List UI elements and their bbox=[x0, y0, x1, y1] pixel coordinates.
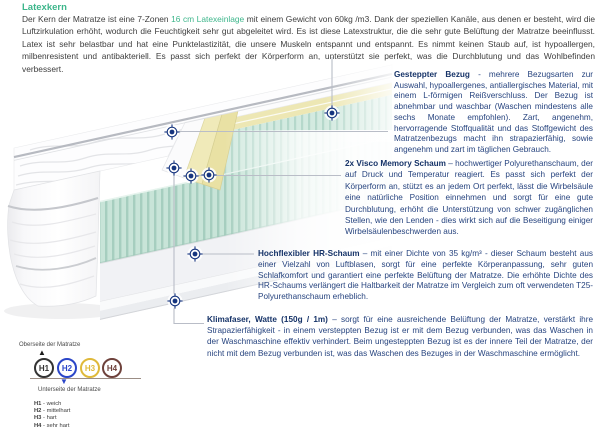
feature-title: Klimafaser, Watte (150g / 1m) bbox=[207, 315, 328, 324]
top-side-label: Oberseite der Matratze bbox=[19, 342, 81, 348]
hardness-scale bbox=[16, 342, 146, 432]
intro-highlight: 16 cm Latexeinlage bbox=[171, 14, 245, 24]
bottom-side-label: Unterseite der Matratze bbox=[38, 387, 101, 393]
selected-hardness-arrow-icon: ▼ bbox=[60, 377, 68, 386]
feature-title: 2x Visco Memory Schaum bbox=[345, 159, 446, 168]
legend-row-h3: H3 - hart bbox=[34, 415, 57, 422]
cover-drape bbox=[8, 171, 100, 306]
legend-row-h1: H1 - weich bbox=[34, 401, 62, 407]
intro-paragraph bbox=[22, 13, 595, 75]
feature-body: – mit einer Dichte von 35 kg/m³ - dieser Schaum besteht aus einer Vielzahl von Luftblasen, sorgt für eine perfekte Körperanpassung, sehr guten Schlafkomfort und garantiert eine perfekte Belüftung der Matratze. Die erhöhte Dichte des HR-Schaums verlängert die Haltbarkeit der Matratze im Vergleich zum oft verwendeten T25-Polyurethanschaum erheblich. bbox=[258, 249, 593, 302]
feature-title: Hochflexibler HR-Schaum bbox=[258, 249, 360, 258]
hardness-option-h2-selected[interactable]: H2 bbox=[57, 358, 77, 378]
feature-body: - mehrere Bezugsarten zur Auswahl, hypoallergenes, antiallergisches Material, mit einem L-förmigen Reißverschluss. Der Bezug ist abnehmbar und waschbar (Waschen mindestens alle sechs Monate empfohlen). Zart, angenehm, hervorragende Stoffqualität und das Stoffgewicht des Matratzenbezugs macht ihn strapazierfähig, sowie angenehm und zart im täglichen Gebrauch. bbox=[394, 70, 594, 154]
intro-text-after: mit einem Gewicht von 60kg /m3. Dank der speziellen Kanäle, aus denen er besteht, wird die Luftzirkulation erhöht, wodurch die Feuchtigkeit sehr gut abgeleitet wird. Es ist diese Latexstruktur, die die sehr gute Belüftung der Matratze beeinflusst. Latex ist sehr belastbar und hat eine Punktelastizität, die unsere Muskeln entspannt und entspannt. Es nimmt keinen Staub auf, ist hypoallergen, milbenresistent und antibakteriell. Es passt sich perfekt der Körperform an, unterstützt sie perfekt, was die Durchblutung und das Wohlbefinden verbessert. bbox=[22, 14, 595, 74]
feature-gesteppter-bezug bbox=[394, 70, 593, 156]
hardness-option-h1[interactable]: H1 bbox=[34, 358, 54, 378]
feature-title: Gesteppter Bezug bbox=[394, 70, 470, 79]
hardness-legend bbox=[34, 401, 70, 430]
feature-visco-memory-schaum bbox=[345, 158, 593, 238]
top-side-arrow-icon: ▲ bbox=[38, 348, 46, 357]
hardness-option-h3[interactable]: H3 bbox=[80, 358, 100, 378]
intro-text-before: Der Kern der Matratze ist eine 7-Zonen bbox=[22, 14, 172, 24]
legend-row-h2: H2 - mittelhart bbox=[34, 408, 71, 415]
section-title: Latexkern bbox=[22, 2, 67, 13]
feature-klimafaser-watte bbox=[207, 314, 593, 359]
feature-body: – hochwertiger Polyurethanschaum, der auf Druck und Temperatur reagiert. Es passt sich perfekt der Körperform an, stützt es an jedem Ort perfekt, lässt die Wirbelsäule eine natürliche Position einnehmen und sorgt für eine gute Durchblutung, erhöht die Unterstützung von schwer zugänglichen Stellen, wie den Lenden - dies wirkt sich auf die Beseitigung einiger Wirbelsäulenbeschwerden aus. bbox=[345, 159, 593, 237]
legend-row-h4: H4 - sehr hart bbox=[34, 422, 70, 429]
feature-body: – sorgt für eine ausreichende Belüftung der Matratze, verstärkt ihre Strapazierfähigkeit - in einem versteppten Bezug ist er mit dem Bezug verbunden, was das Waschen in der Waschmaschine effektiv verhindert. Beim ungesteppten Bezug ist es der innere Teil der Matratze, der nicht mit dem Bezug verbunden ist, was das Waschen des Bezuges in der Waschmaschine ermöglicht. bbox=[207, 315, 594, 358]
feature-hr-schaum bbox=[258, 249, 593, 303]
hardness-option-h4[interactable]: H4 bbox=[102, 358, 122, 378]
hardness-baseline bbox=[30, 378, 141, 379]
